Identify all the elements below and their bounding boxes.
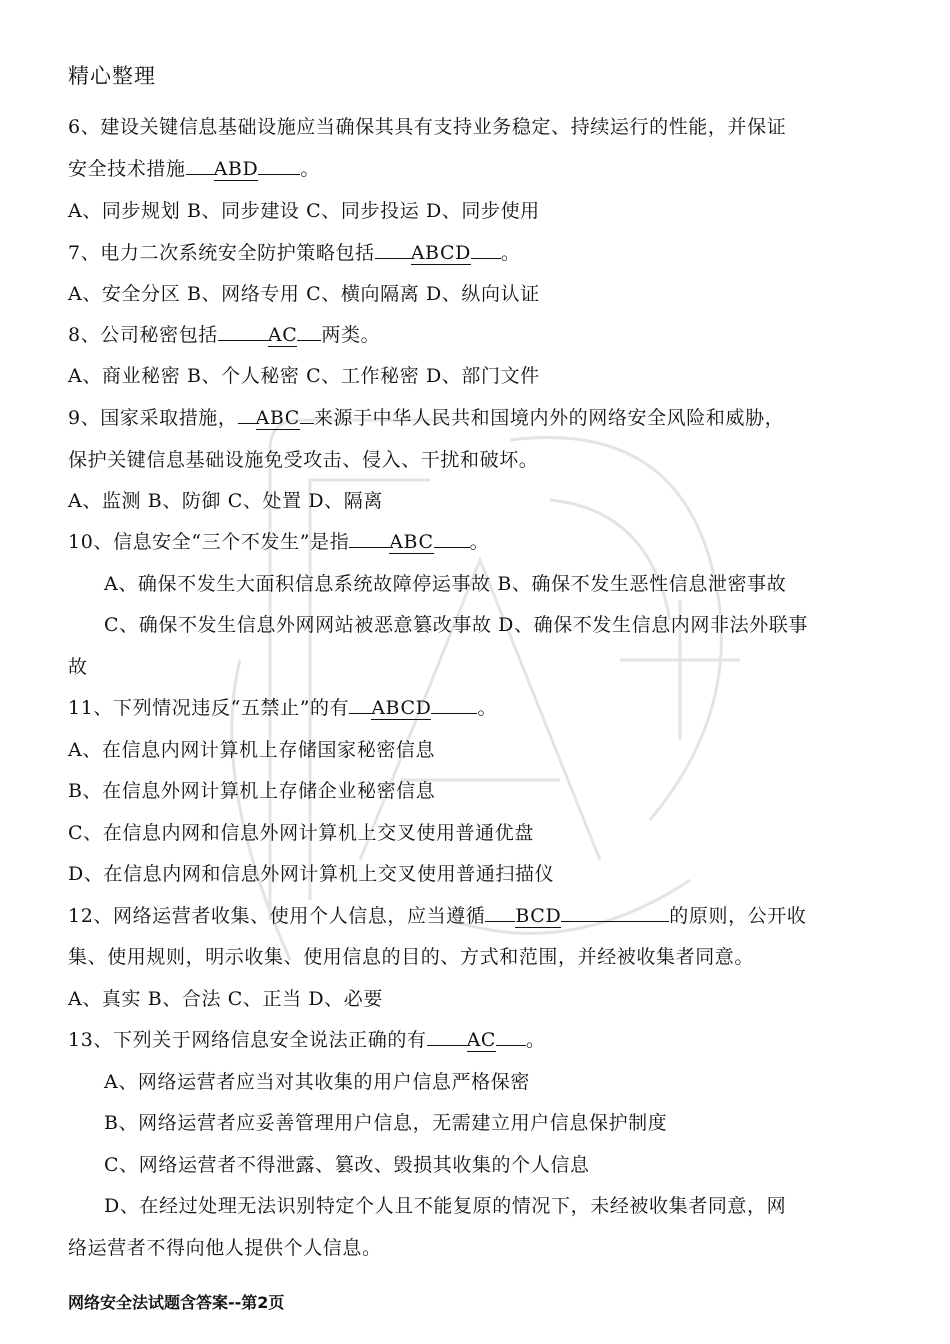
q7-blank-right [471,258,501,259]
q9-answer: ABC [255,407,300,429]
q7-options: A、安全分区 B、网络专用 C、横向隔离 D、纵向认证 [68,283,540,305]
q10-options-line1: A、确保不发生大面积信息系统故障停运事故 B、确保不发生恶性信息泄密事故 [104,573,787,595]
q7-stem-prefix: 7、电力二次系统安全防护策略包括 [68,242,375,264]
q10-options-line2: C、确保不发生信息外网网站被恶意篡改事故 D、确保不发生信息内网非法外联事 [104,614,809,636]
q13-stem-prefix: 13、下列关于网络信息安全说法正确的有 [68,1029,427,1051]
q10-stem-suffix: 。 [469,531,490,553]
q12-blank-right [561,921,669,922]
q11-stem [68,693,497,720]
q10-blank-left [349,547,389,548]
q11-stem-suffix: 。 [477,697,498,719]
q11-blank-right [431,713,477,714]
q11-option-c: C、在信息内网和信息外网计算机上交叉使用普通优盘 [68,822,534,844]
q6-stem-prefix: 安全技术措施 [68,158,186,180]
page-footer: 网络安全法试题含答案--第2页 [68,1293,285,1312]
q6-answer: ABD [213,158,259,180]
q13-option-c: C、网络运营者不得泄露、篡改、毁损其收集的个人信息 [104,1154,590,1176]
q10-answer: ABC [389,531,434,553]
q12-stem-line2: 集、使用规则，明示收集、使用信息的目的、方式和范围，并经被收集者同意。 [68,946,755,968]
q10-stem [68,527,489,554]
q8-options: A、商业秘密 B、个人秘密 C、工作秘密 D、部门文件 [68,365,540,387]
q9-stem-line2: 保护关键信息基础设施免受攻击、侵入、干扰和破坏。 [68,449,539,471]
q11-answer: ABCD [371,697,432,719]
q9-stem-suffix: 来源于中华人民共和国境内外的网络安全风险和威胁， [313,407,785,429]
q13-answer: AC [466,1029,497,1051]
q9-stem-prefix: 9、国家采取措施， [68,407,238,429]
q6-blank-right [258,174,300,175]
q11-option-b: B、在信息外网计算机上存储企业秘密信息 [68,780,436,802]
q7-stem-suffix: 。 [500,242,521,264]
q9-blank-left [238,423,256,424]
q12-stem-prefix: 12、网络运营者收集、使用个人信息，应当遵循 [68,905,486,927]
q12-stem-line1 [68,901,806,928]
q13-stem [68,1025,546,1052]
q8-stem-suffix: 两类。 [321,324,381,346]
q10-stem-prefix: 10、信息安全“三个不发生”是指 [68,531,350,553]
q13-blank-left [427,1045,467,1046]
q8-stem [68,320,380,347]
q12-answer: BCD [515,905,562,927]
q12-options: A、真实 B、合法 C、正当 D、必要 [68,988,383,1010]
q11-stem-prefix: 11、下列情况违反“五禁止”的有 [68,697,350,719]
q13-option-d-line2: 络运营者不得向他人提供个人信息。 [68,1237,382,1259]
q9-options: A、监测 B、防御 C、处置 D、隔离 [68,490,383,512]
q7-blank-left [375,258,411,259]
q9-stem-line1 [68,403,784,430]
q8-blank-right [297,340,321,341]
q12-stem-suffix: 的原则，公开收 [669,905,807,927]
q9-blank-right [300,423,314,424]
q6-stem-line2 [68,154,320,181]
page-header: 精心整理 [68,64,156,88]
q6-stem-line1: 6、建设关键信息基础设施应当确保其具有支持业务稳定、持续运行的性能，并保证 [68,116,787,138]
q6-options: A、同步规划 B、同步建设 C、同步投运 D、同步使用 [68,200,540,222]
q7-answer: ABCD [410,242,471,264]
q13-option-a: A、网络运营者应当对其收集的用户信息严格保密 [104,1071,530,1093]
q8-answer: AC [267,324,298,346]
q11-option-a: A、在信息内网计算机上存储国家秘密信息 [68,739,436,761]
q11-blank-left [349,713,371,714]
q13-stem-suffix: 。 [526,1029,546,1051]
q13-blank-right [496,1045,526,1046]
q11-option-d: D、在信息内网和信息外网计算机上交叉使用普通扫描仪 [68,863,555,885]
q8-blank-left [218,340,268,341]
q13-option-d-line1: D、在经过处理无法识别特定个人且不能复原的情况下，未经被收集者同意，网 [104,1195,787,1217]
q10-blank-right [434,547,470,548]
q10-options-line3: 故 [68,656,88,678]
q13-option-b: B、网络运营者应妥善管理用户信息，无需建立用户信息保护制度 [104,1112,668,1134]
q6-blank-left [186,174,214,175]
q8-stem-prefix: 8、公司秘密包括 [68,324,218,346]
q12-blank-left [485,921,515,922]
q6-stem-suffix: 。 [300,158,320,180]
q7-stem [68,238,521,265]
